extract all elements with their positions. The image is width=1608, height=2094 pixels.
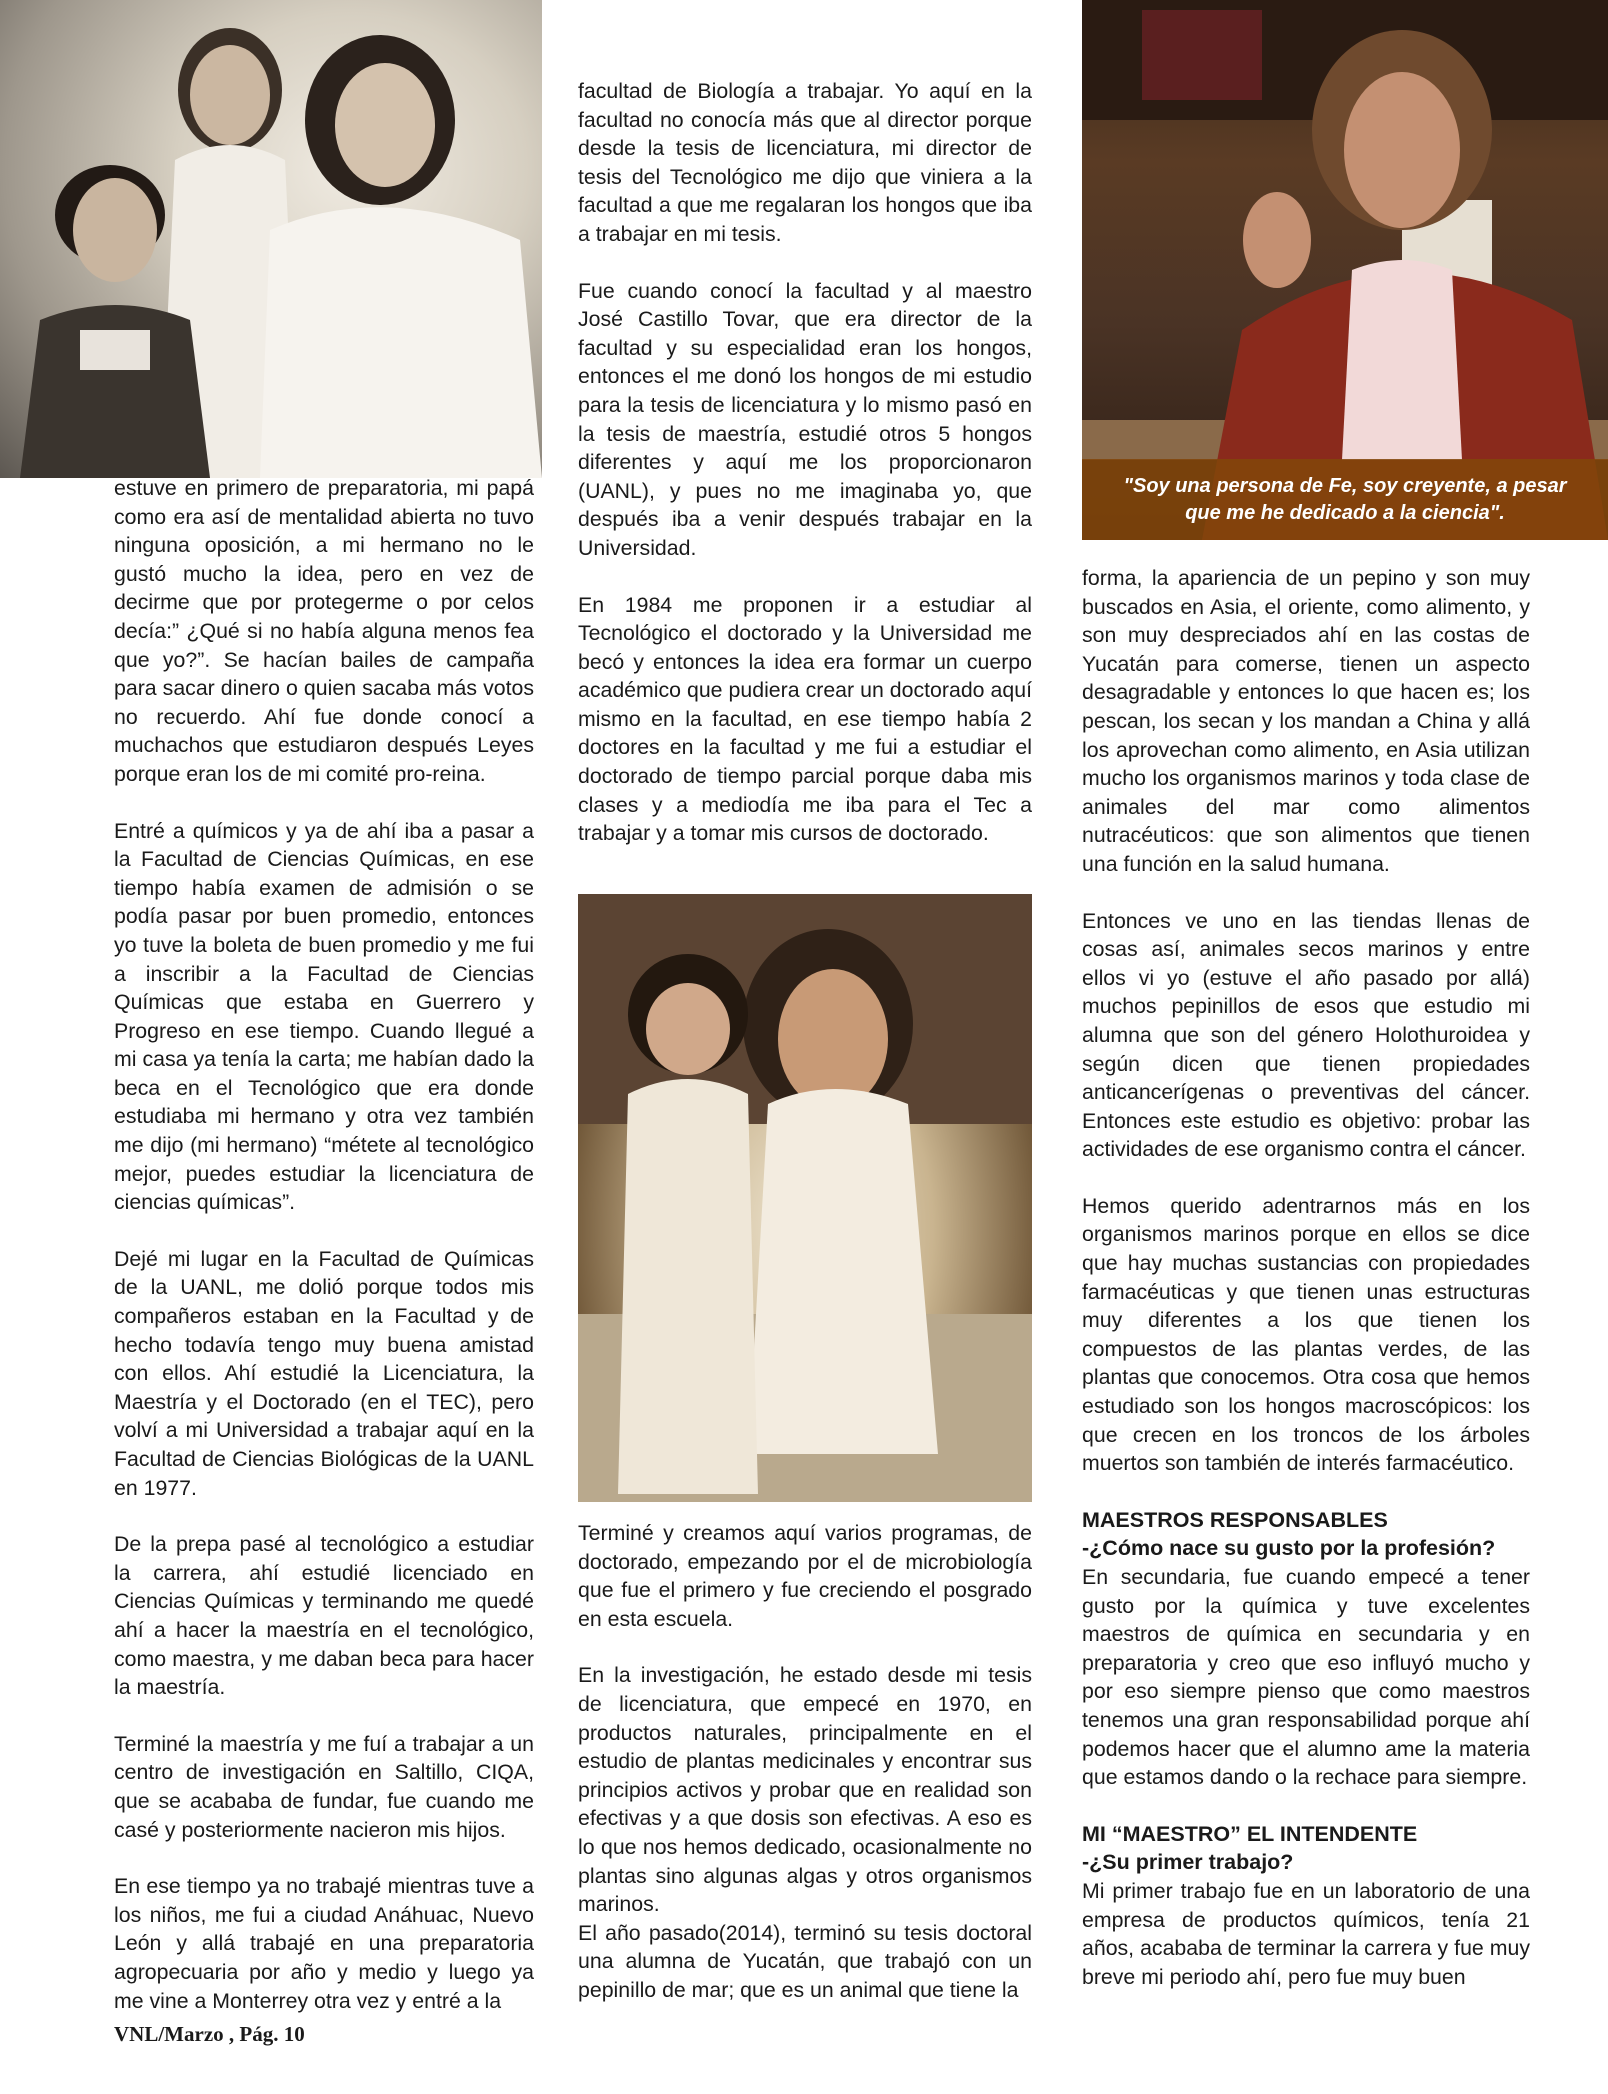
interview-question: -¿Su primer trabajo? xyxy=(1082,1850,1294,1875)
paragraph: En la investigación, he estado desde mi tesis de licenciatura, que empecé en 1970, en productos naturales, principalmente en el estudio de plantas medicinales y encontrar sus principios activos y probar que en realidad son efectivas y a que dosis son efectivas. A eso es lo que nos hemos dedicado, ocasionalmente no plantas sino algunas algas y otros organismos marinos. xyxy=(578,1663,1032,1917)
paragraph: En 1984 me proponen ir a estudiar al Tecnológico el doctorado y la Universidad me becó y entonces la idea era formar un cuerpo académico que pudiera crear un doctorado aquí mismo en la facultad, en ese tiempo había 2 doctores en la facultad y me fui a estudiar el doctorado de tiempo parcial porque daba mis clases y a mediodía me iba para el Tec a trabajar y a tomar mis cursos de doctorado. xyxy=(578,592,1032,846)
family-photo xyxy=(0,0,542,478)
article-column-right xyxy=(1082,564,1530,1991)
photo-caption: "Soy una persona de Fe, soy creyente, a pesar que me he dedicado a la ciencia". xyxy=(1123,474,1567,524)
paragraph: Mi primer trabajo fue en un laboratorio de una empresa de productos químicos, tenía 21 años, acababa de terminar la carrera y fue muy breve mi periodo ahí, pero fue muy buen xyxy=(1082,1878,1530,1989)
article-column-center-top xyxy=(578,77,1032,848)
paragraph: Fue cuando conocí la facultad y al maestro José Castillo Tovar, que era director de la facultad y su especialidad eran los hongos, entonces el me donó los hongos de mi estudio para la tesis de licenciatura y lo mismo pasó en la tesis de maestría, estudié otros 5 hongos diferentes y aquí me los proporcionaron (UANL), y pues no me imaginaba yo, que después iba a venir después trabajar en la Universidad. xyxy=(578,278,1032,560)
interview-photo xyxy=(1082,0,1608,540)
article-column-center-bottom xyxy=(578,1519,1032,2005)
mother-child-photo-illustration xyxy=(578,894,1032,1502)
paragraph: Terminé la maestría y me fuí a trabajar a un centro de investigación en Saltillo, CIQA, que se acababa de fundar, fue cuando me casé y posteriormente nacieron mis hijos. xyxy=(114,1731,534,1842)
paragraph: facultad de Biología a trabajar. Yo aquí en la facultad no conocía más que al director porque desde la tesis de licenciatura, mi director de tesis del Tecnológico me dijo que viniera a la facultad a que me regalaran los hongos que iba a trabajar en mi tesis. xyxy=(578,79,1032,246)
interview-question: -¿Cómo nace su gusto por la profesión? xyxy=(1082,1536,1496,1561)
paragraph: El año pasado(2014), terminó su tesis doctoral una alumna de Yucatán, que trabajó con un pepinillo de mar; que es un animal que tiene la xyxy=(578,1920,1032,2002)
article-column-left xyxy=(114,474,534,2015)
paragraph: Entré a químicos y ya de ahí iba a pasar a la Facultad de Ciencias Químicas, en ese tiempo había examen de admisión o se podía pasar por buen promedio, entonces yo tuve la boleta de buen promedio y me fui a inscribir a la Facultad de Ciencias Químicas que estaba en Guerrero y Progreso en ese tiempo. Cuando llegué a mi casa ya tenía la carta; me habían dado la beca en el Tecnológico que era donde estudiaba mi hermano y otra vez también me dijo (mi hermano) “métete al tecnológico mejor, puedes estudiar la licenciatura de ciencias químicas”. xyxy=(114,818,534,1215)
paragraph: En secundaria, fue cuando empecé a tener gusto por la química y tuve excelentes maestros de química en secundaria y en preparatoria y creo que eso influyó mucho y por eso siempre pienso que como maestros tenemos una gran responsabilidad porque ahí podemos hacer que el alumno ame la materia que estamos dando o la rechace para siempre. xyxy=(1082,1565,1530,1790)
section-heading: MI “MAESTRO” EL INTENDENTE xyxy=(1082,1821,1418,1846)
paragraph: Terminé y creamos aquí varios programas, de doctorado, empezando por el de microbiología que fue el primero y fue creciendo el posgrado en esta escuela. xyxy=(578,1521,1032,1631)
paragraph: En ese tiempo ya no trabajé mientras tuve a los niños, me fui a ciudad Anáhuac, Nuevo León y allá trabajé en una preparatoria agropecuaria por año y medio y luego ya me vine a Monterrey otra vez y entré a la xyxy=(114,1874,534,2013)
paragraph: Entonces ve uno en las tiendas llenas de cosas así, animales secos marinos y entre ellos vi yo (estuve el año pasado por allá) muchos pepinillos de esos que estudio mi alumna que son del género Holothuroidea y según dicen que tienen propiedades anticancerígenas o preventivas del cáncer. Entonces este estudio es objetivo: probar las actividades de ese organismo contra el cáncer. xyxy=(1082,908,1530,1162)
paragraph: Dejé mi lugar en la Facultad de Químicas de la UANL, me dolió porque todos mis compañeros estaban en la Facultad y de hecho todavía tengo muy buena amistad con ellos. Ahí estudié la Licenciatura, la Maestría y el Doctorado (en el TEC), pero volví a mi Universidad a trabajar aquí en la Facultad de Ciencias Biológicas de la UANL en 1977. xyxy=(114,1246,534,1500)
family-photo-illustration xyxy=(0,0,542,478)
paragraph: Hemos querido adentrarnos más en los organismos marinos porque en ellos se dice que hay muchas sustancias con propiedades farmacéuticas y que tienen unas estructuras muy diferentes a los que tienen los compuestos de las plantas verdes, de las plantas que conocemos. Otra cosa que hemos estudiado son los hongos macroscópicos: los que crecen en los troncos de los árboles muertos son también de interés farmacéutico. xyxy=(1082,1193,1530,1476)
section-heading: MAESTROS RESPONSABLES xyxy=(1082,1507,1388,1532)
paragraph: estuve en primero de preparatoria, mi papá como era así de mentalidad abierta no tuvo ninguna oposición, a mi hermano no le gustó mucho la idea, pero en vez de decirme que por protegerme o por celos decía:” ¿Qué si no había alguna menos fea que yo?”. Se hacían bailes de campaña para sacar dinero o quien sacaba más votos no recuerdo. Ahí fue donde conocí a muchachos que estudiaron después Leyes porque eran los de mi comité pro-reina. xyxy=(114,476,534,786)
page-footer: VNL/Marzo , Pág. 10 xyxy=(114,2022,305,2046)
mother-child-photo xyxy=(578,894,1032,1502)
paragraph: forma, la apariencia de un pepino y son muy buscados en Asia, el oriente, como alimento, y son muy despreciados ahí en las costas de Yucatán para comerse, tienen un aspecto desagradable y entonces lo que hacen es; los pescan, los secan y los mandan a China y allá los aprovechan como alimento, en Asia utilizan mucho los organismos marinos y toda clase de animales del mar como alimentos nutracéuticos: que son alimentos que tienen una función en la salud humana. xyxy=(1082,566,1530,876)
paragraph: De la prepa pasé al tecnológico a estudiar la carrera, ahí estudié licenciado en Ciencias Químicas y terminando me quedé ahí a hacer la maestría en el tecnológico, como maestra, y me daban beca para hacer la maestría. xyxy=(114,1532,534,1700)
